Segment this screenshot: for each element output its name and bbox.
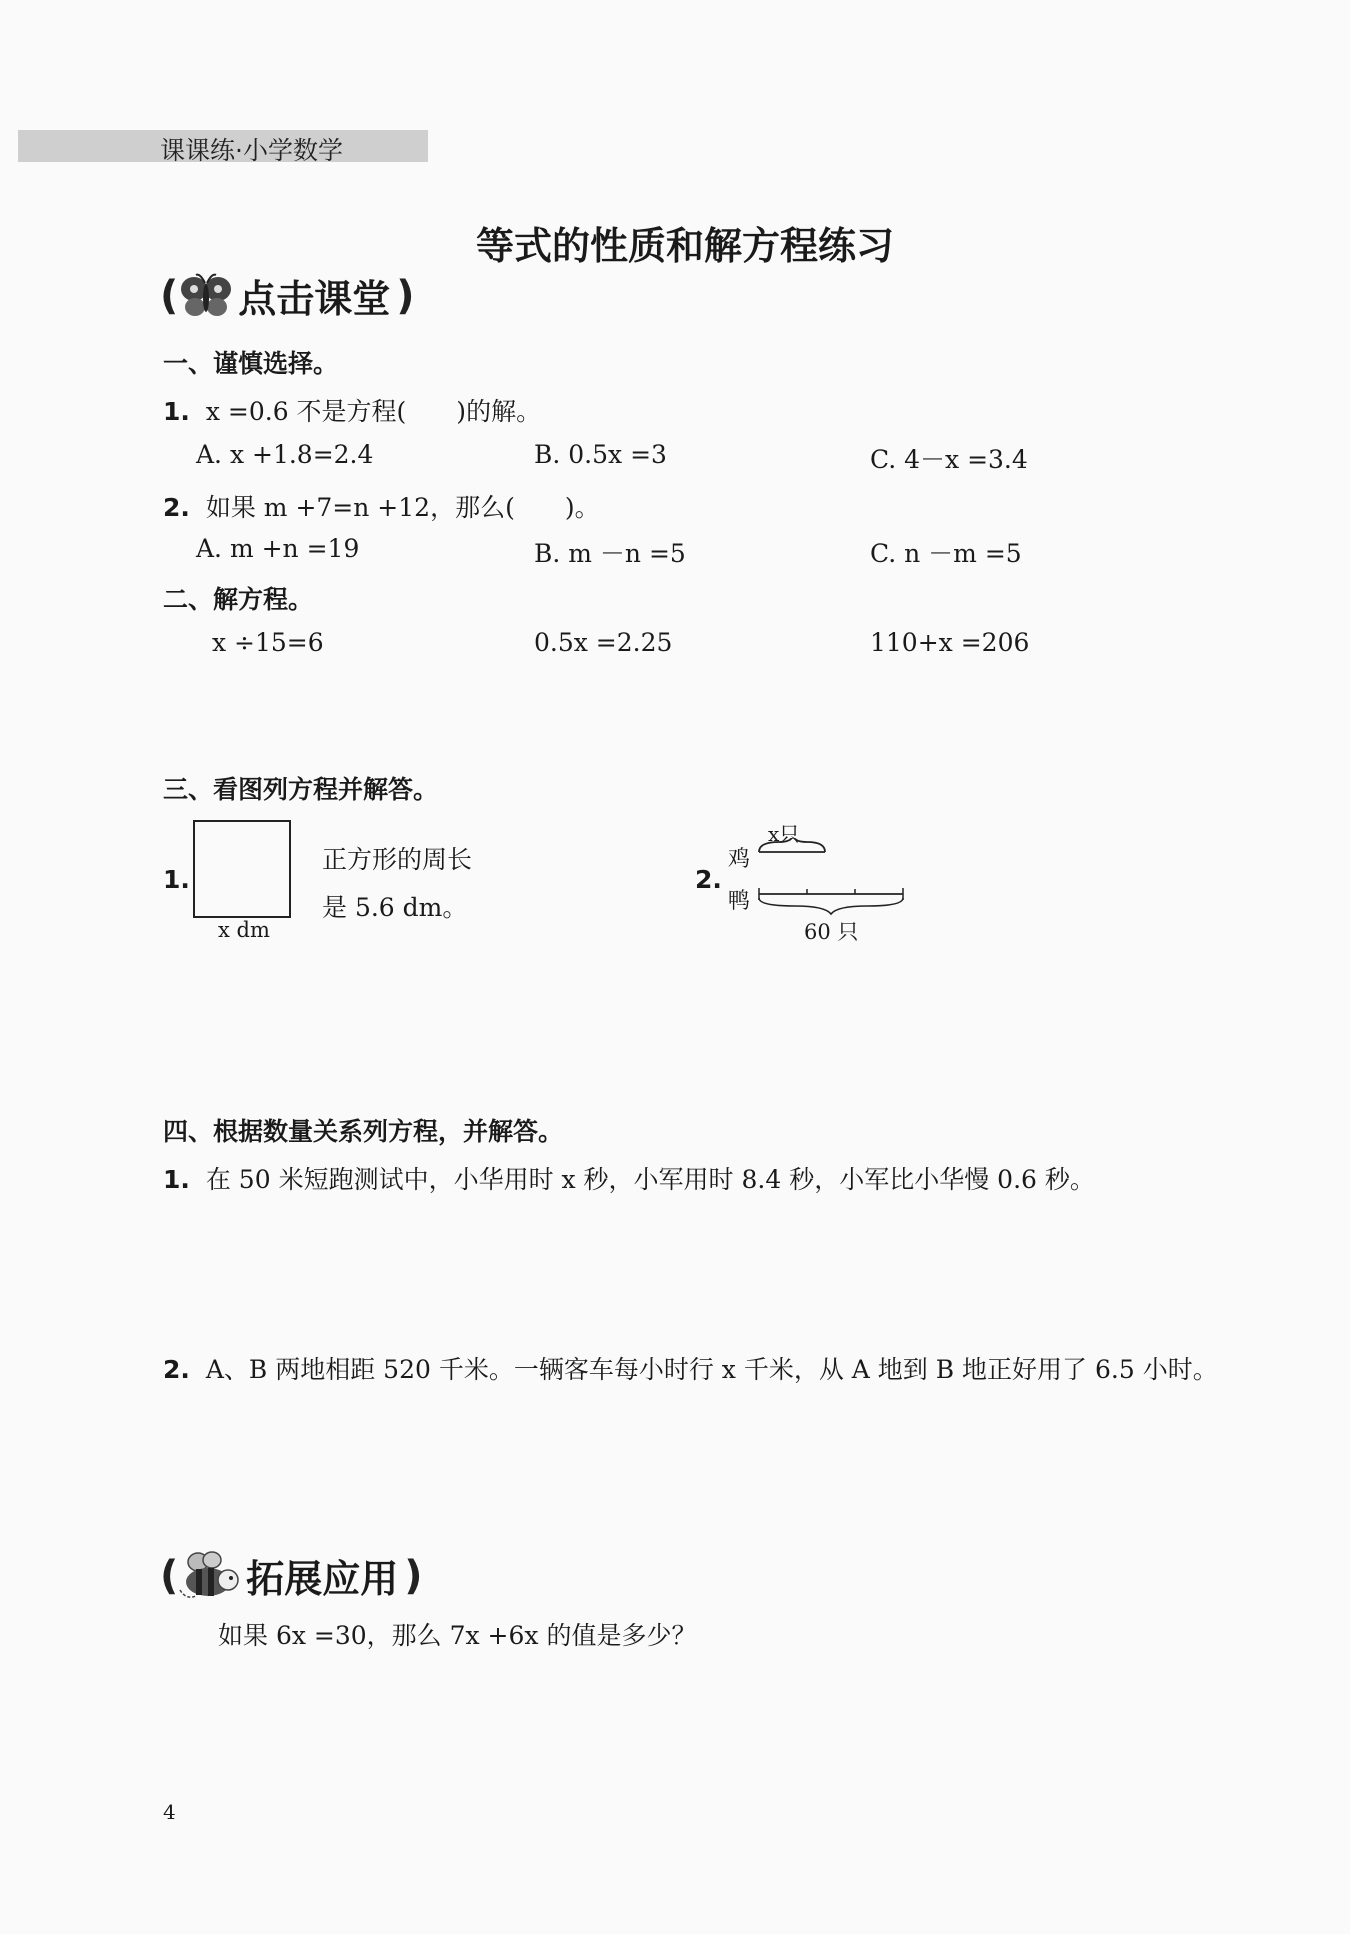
section3-heading: 三、看图列方程并解答。 [163,775,439,804]
segment-diagram [755,838,915,918]
p3-2-number: 2. [695,865,722,894]
right-bracket-icon: ) [396,272,415,319]
section2-heading: 二、解方程。 [163,585,314,614]
page-title: 等式的性质和解方程练习 [475,224,894,268]
square-text-line1: 正方形的周长 [322,845,473,874]
equation-2: 0.5x =2.25 [534,628,673,657]
duck-count-label: 60 只 [804,920,859,944]
chicken-label: 鸡 [728,847,751,872]
q4-1-number: 1. [163,1165,190,1194]
header-text: 课课练·小学数学 [160,136,343,165]
q4-2 [163,1350,1218,1386]
q1-1-option-b: B. 0.5x =3 [534,440,667,469]
equation-1: x ÷15=6 [212,628,324,657]
section4-heading: 四、根据数量关系列方程，并解答。 [163,1117,564,1146]
bee-icon [178,1550,242,1602]
extension-question: 如果 6x =30，那么 7x +6x 的值是多少？ [218,1621,697,1650]
butterfly-icon [178,271,234,321]
duck-label: 鸭 [728,889,751,914]
q1-2-option-b: B. m －n =5 [534,539,686,568]
extension-banner-title: 拓展应用 [246,1557,399,1601]
square-figure [193,820,291,918]
q1-2-number: 2. [163,493,190,522]
left-bracket-icon: ( [160,1552,179,1599]
square-side-label: x dm [218,918,270,942]
q1-1-option-a: A. x +1.8=2.4 [196,440,374,469]
chicken-count-label: x只 [768,822,800,846]
q4-1-text: 在 50 米短跑测试中，小华用时 x 秒，小军用时 8.4 秒，小军比小华慢 0.6 秒。 [205,1165,1095,1194]
left-bracket-icon: ( [160,272,179,319]
q1-1-option-c: C. 4－x =3.4 [870,445,1028,474]
right-bracket-icon: ) [404,1552,423,1599]
classroom-banner-title: 点击课堂 [238,277,391,321]
p3-1-number: 1. [163,865,190,894]
section1-heading: 一、谨慎选择。 [163,349,339,378]
extension-banner [160,1548,423,1603]
square-text-line2: 是 5.6 dm。 [322,893,468,922]
q1-1-number: 1. [163,397,190,426]
q1-2-option-a: A. m +n =19 [196,534,360,563]
equation-3: 110+x =206 [870,628,1030,657]
q1-2-option-c: C. n －m =5 [870,539,1022,568]
q4-2-number: 2. [163,1355,190,1384]
q4-1 [163,1160,1095,1196]
page-number: 4 [163,1800,176,1824]
q4-2-text: A、B 两地相距 520 千米。一辆客车每小时行 x 千米，从 A 地到 B 地正好用了 6.5 小时。 [205,1355,1218,1384]
q1-2 [163,488,600,524]
q1-1-stem: x =0.6 不是方程( )的解。 [205,397,542,426]
q1-2-stem: 如果 m +7=n +12，那么( )。 [205,493,600,522]
classroom-banner [160,268,415,323]
q1-1 [163,392,541,428]
